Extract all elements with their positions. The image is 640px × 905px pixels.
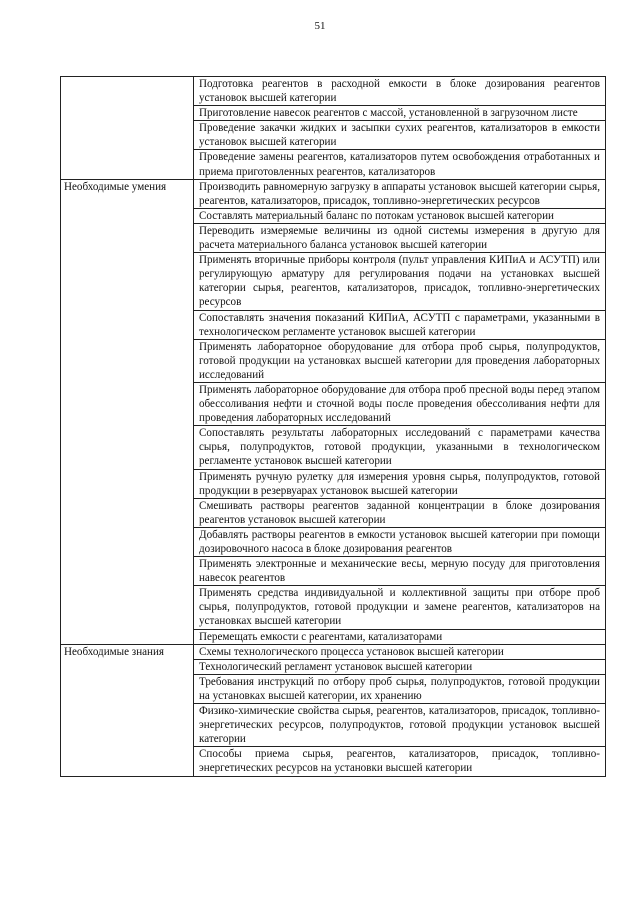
table-cell: Проведение замены реагентов, катализаторов путем освобождения отработанных и приема приготовленных реагентов, катализаторов: [194, 150, 606, 179]
table-cell: Применять ручную рулетку для измерения уровня сырья, полупродуктов, готовой продукции в резервуарах установок высшей категории: [194, 469, 606, 498]
knowledge-label-cell: [61, 644, 194, 776]
table-cell: Применять электронные и механические весы, мерную посуду для приготовления навесок реагентов: [194, 557, 606, 586]
table-cell: Применять средства индивидуальной и коллективной защиты при отборе проб сырья, полупродуктов, готовой продукции и замене реагентов, катализаторов на установках высшей категории: [194, 586, 606, 629]
table-row: [61, 179, 606, 208]
table-cell: Подготовка реагентов в расходной емкости в блоке дозирования реагентов установок высшей категории: [194, 77, 606, 106]
table-cell: Сопоставлять значения показаний КИПиА, АСУТП с параметрами, указанными в технологическом регламенте установок высшей категории: [194, 310, 606, 339]
table-row: [61, 77, 606, 106]
table-cell: Схемы технологического процесса установок высшей категории: [194, 644, 606, 659]
table-cell: Требования инструкций по отбору проб сырья, полупродуктов, готовой продукции на установках высшей категории, их хранению: [194, 674, 606, 703]
skills-label-cell: [61, 179, 194, 644]
table-cell: Добавлять растворы реагентов в емкости установок высшей категории при помощи дозировочного насоса в блоке дозирования реагентов: [194, 527, 606, 556]
table-cell: Производить равномерную загрузку в аппараты установок высшей категории сырья, реагентов, катализаторов, присадок, топливно-энергетических ресурсов: [194, 179, 606, 208]
table-cell: Способы приема сырья, реагентов, катализаторов, присадок, топливно-энергетических ресурсов на установки высшей категории: [194, 747, 606, 776]
table-cell: Смешивать растворы реагентов заданной концентрации в блоке дозирования реагентов установок высшей категории: [194, 498, 606, 527]
table-cell: Проведение закачки жидких и засыпки сухих реагентов, катализаторов в емкости установок высшей категории: [194, 121, 606, 150]
table-cell: Сопоставлять результаты лабораторных исследований с параметрами качества сырья, полупродуктов, готовой продукции, указанными в технологическом регламенте установок высшей категории: [194, 426, 606, 469]
table-cell: Применять вторичные приборы контроля (пульт управления КИПиА и АСУТП) или регулирующую арматуру для регулирования подачи на установках высшей категории сырья, реагентов, катализаторов, присадок, топливно-энергетических ресурсов: [194, 253, 606, 310]
table-cell: Перемещать емкости с реагентами, катализаторами: [194, 629, 606, 644]
table-cell: Технологический регламент установок высшей категории: [194, 659, 606, 674]
skills-label: Необходимые умения: [64, 180, 167, 193]
table-cell: Применять лабораторное оборудование для отбора проб пресной воды перед этапом обессоливания нефти и сточной воды после проведения обессоливания нефти для проведения лабораторных исследований: [194, 382, 606, 425]
table-cell: Физико-химические свойства сырья, реагентов, катализаторов, присадок, топливно-энергетических ресурсов, полупродуктов, готовой продукции установок высшей категории: [194, 704, 606, 747]
table-cell: Применять лабораторное оборудование для отбора проб сырья, полупродуктов, готовой продукции на установках высшей категории для проведения лабораторных исследований: [194, 339, 606, 382]
empty-label-cell: [61, 77, 194, 180]
page-number: 51: [314, 20, 326, 32]
table-cell: Составлять материальный баланс по потокам установок высшей категории: [194, 208, 606, 223]
table-cell: Переводить измеряемые величины из одной системы измерения в другую для расчета материального баланса установок высшей категории: [194, 223, 606, 252]
competency-table: [60, 76, 606, 777]
table-cell: Приготовление навесок реагентов с массой, установленной в загрузочном листе: [194, 106, 606, 121]
table-row: [61, 644, 606, 659]
knowledge-label: Необходимые знания: [64, 645, 165, 658]
